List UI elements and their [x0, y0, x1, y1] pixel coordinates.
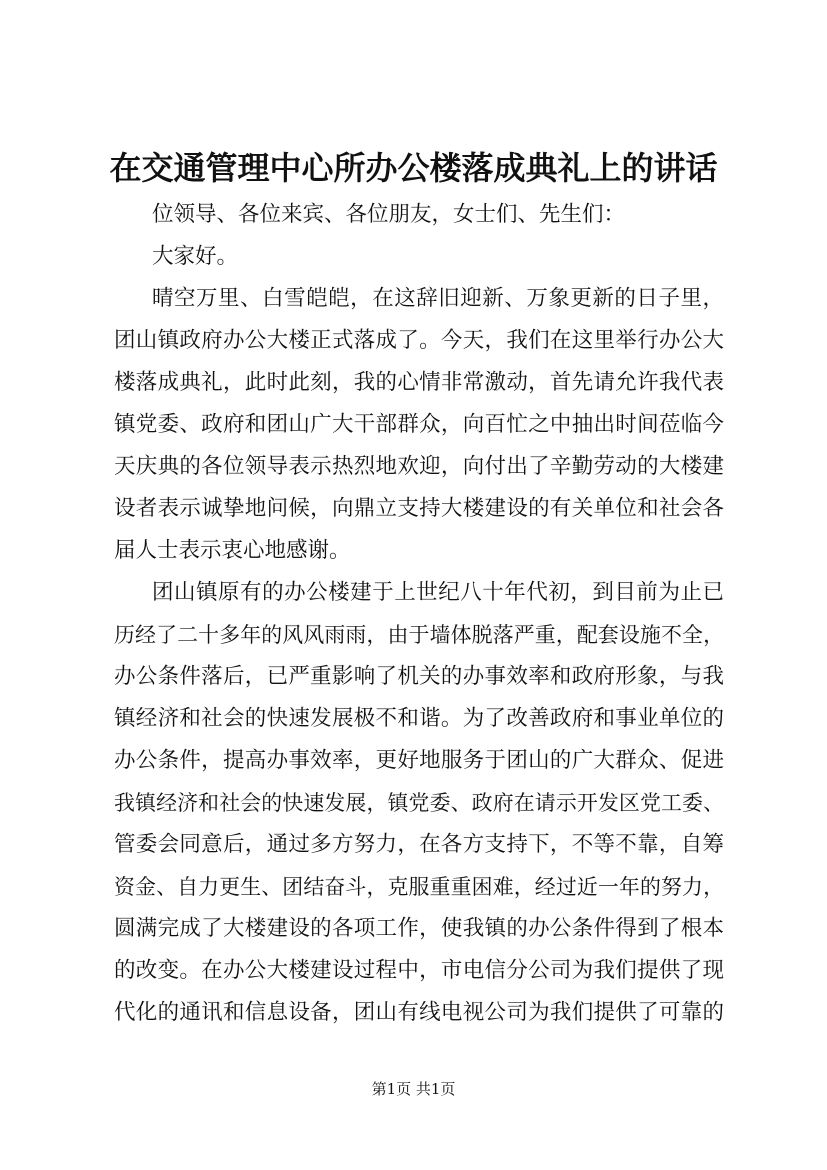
body-line: 晴空万里、白雪皑皑，在这辞旧迎新、万象更新的日子里，	[152, 286, 724, 311]
body-line: 天庆典的各位领导表示热烈地欢迎，向付出了辛勤劳动的大楼建	[114, 454, 724, 479]
body-line: 历经了二十多年的风风雨雨，由于墙体脱落严重，配套设施不全，	[114, 623, 724, 647]
document-title: 在交通管理中心所办公楼落成典礼上的讲话	[109, 149, 718, 187]
body-line: 镇经济和社会的快速发展极不和谐。为了改善政府和事业单位的	[114, 706, 724, 731]
body-line: 的改变。在办公大楼建设过程中，市电信分公司为我们提供了现	[114, 958, 724, 983]
body-line: 代化的通讯和信息设备，团山有线电视公司为我们提供了可靠的	[114, 1000, 724, 1025]
body-line: 届人士表示衷心地感谢。	[114, 538, 351, 563]
body-line: 团山镇原有的办公楼建于上世纪八十年代初，到目前为止已	[152, 580, 724, 605]
body-line: 设者表示诚挚地问候，向鼎立支持大楼建设的有关单位和社会各	[114, 496, 724, 521]
body-line: 我镇经济和社会的快速发展，镇党委、政府在请示开发区党工委、	[114, 791, 724, 815]
page-footer: 第1页 共1页	[371, 1080, 456, 1098]
document-body	[114, 194, 724, 1034]
body-line: 楼落成典礼，此时此刻，我的心情非常激动，首先请允许我代表	[114, 370, 724, 395]
body-line: 镇党委、政府和团山广大干部群众，向百忙之中抽出时间莅临今	[114, 412, 724, 437]
body-line: 资金、自力更生、团结奋斗，克服重重困难，经过近一年的努力，	[114, 875, 724, 899]
body-line: 大家好。	[152, 244, 239, 269]
body-line: 位领导、各位来宾、各位朋友，女士们、先生们：	[152, 202, 626, 227]
body-line: 圆满完成了大楼建设的各项工作，使我镇的办公条件得到了根本	[114, 916, 724, 941]
body-line: 团山镇政府办公大楼正式落成了。今天，我们在这里举行办公大	[114, 328, 724, 353]
body-line: 办公条件，提高办事效率，更好地服务于团山的广大群众、促进	[114, 748, 724, 773]
body-line: 办公条件落后，已严重影响了机关的办事效率和政府形象，与我	[114, 664, 724, 689]
body-line: 管委会同意后，通过多方努力，在各方支持下，不等不靠，自筹	[114, 832, 724, 857]
